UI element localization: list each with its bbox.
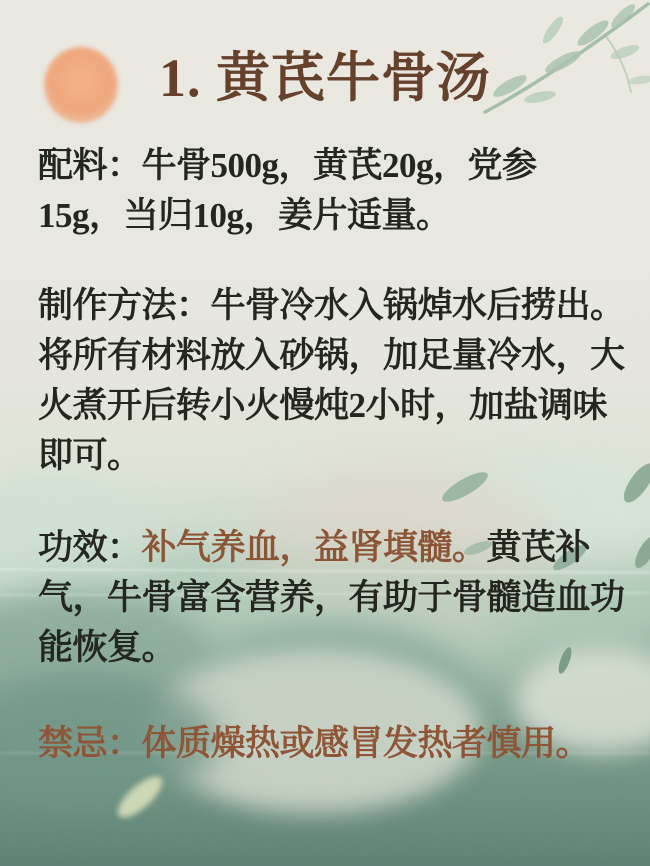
ingredients-paragraph	[38, 141, 638, 241]
method-paragraph	[38, 281, 638, 481]
ingredients-line: 15g，当归10g，姜片适量。	[38, 196, 451, 235]
taboo-paragraph	[38, 719, 638, 769]
effects-paragraph	[38, 523, 638, 673]
effects-line: 能恢复。	[38, 628, 177, 667]
page-title: 1. 黄芪牛骨汤	[159, 48, 491, 108]
effects-text: 黄芪补	[486, 528, 591, 567]
method-line: 制作方法：牛骨冷水入锅焯水后捞出。	[38, 286, 625, 325]
ingredients-line: 配料：牛骨500g，黄芪20g，党参	[38, 146, 537, 185]
effects-highlight: 补气养血，益肾填髓。	[141, 528, 487, 567]
effects-line: 气，牛骨富含营养，有助于骨髓造血功	[38, 578, 625, 617]
method-line: 火煮开后转小火慢炖2小时，加盐调味	[38, 386, 608, 425]
effects-line	[38, 523, 638, 573]
taboo-line: 禁忌：体质燥热或感冒发热者慎用。	[38, 724, 591, 763]
method-line: 即可。	[38, 436, 142, 475]
method-line: 将所有材料放入砂锅，加足量冷水，大	[38, 336, 625, 375]
effects-label: 功效：	[38, 528, 142, 567]
